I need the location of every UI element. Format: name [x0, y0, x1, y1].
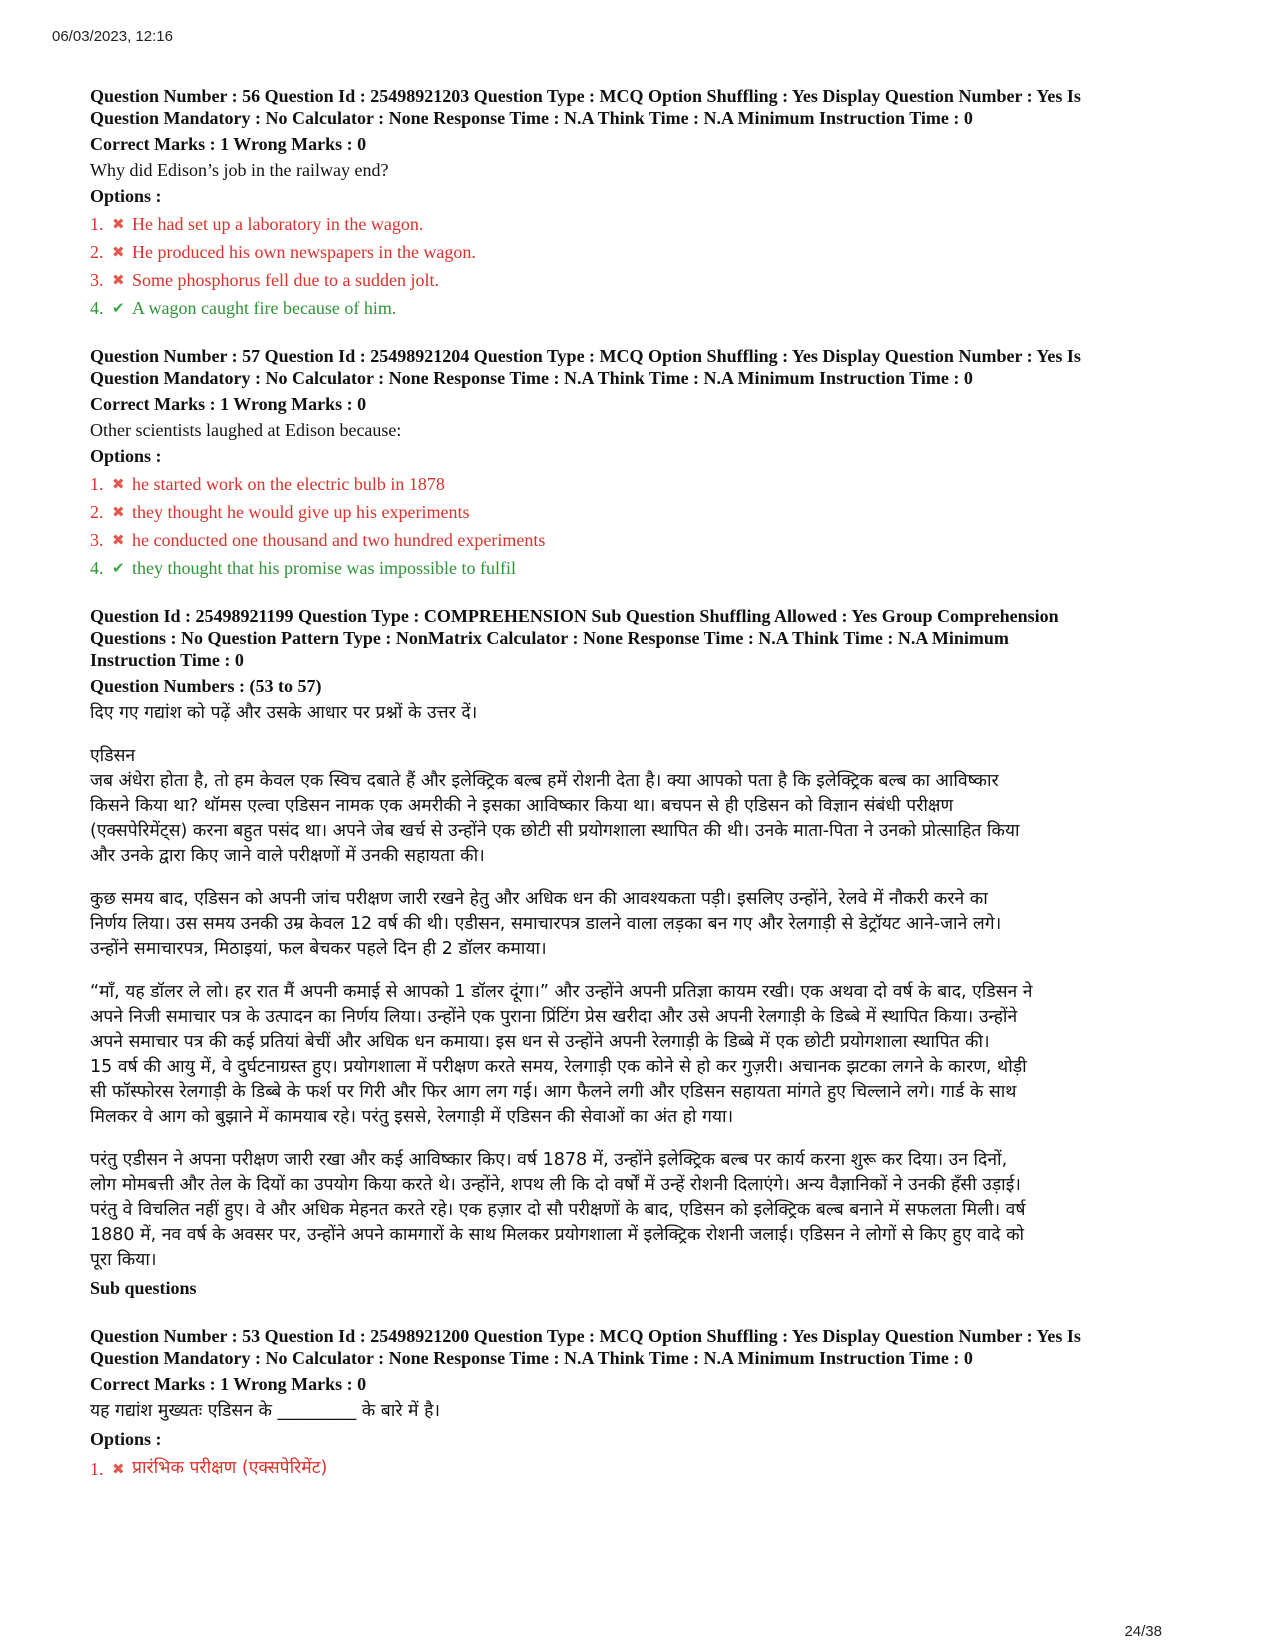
cross-mark-icon: ✖: [112, 475, 125, 493]
question-53: [90, 1325, 1195, 1481]
passage-line: पूरा किया।: [90, 1250, 157, 1270]
question-57: [90, 345, 1195, 579]
question-stem: Other scientists laughed at Edison because:: [90, 420, 402, 440]
check-mark-icon: ✔: [112, 559, 125, 577]
passage-line: उन्होंने समाचारपत्र, मिठाइयां, फल बेचकर पहले दिन ही 2 डॉलर कमाया।: [90, 939, 547, 959]
option-text: He produced his own newspapers in the wagon.: [132, 242, 476, 262]
passage-paragraph: [90, 1148, 1195, 1273]
question-stem: यह गद्यांश मुख्यतः एडिसन के _________ के बारे में है।: [90, 1401, 440, 1421]
option-item: [90, 473, 1195, 495]
option-item: [90, 241, 1195, 263]
passage-line: अपने समाचार पत्र की कई प्रतियां बेचीं और अधिक धन कमाया। इस धन से उन्होंने अपनी रेलगाड़ी के डिब्बे में एक छोटी प्रयोगशाला स्थापित की।: [90, 1032, 990, 1052]
page-number: 24/38: [1124, 1623, 1162, 1640]
passage-line: और उनके द्वारा किए जाने वाले परीक्षणों में उनकी सहायता की।: [90, 846, 485, 866]
option-number: 2.: [90, 242, 104, 262]
passage-line: लोग मोमबत्ती और तेल के दियों का उपयोग किया करते थे। उन्होंने, शपथ ली कि दो वर्षों में उन्हें रोशनी दिलाएंगे। अन्य वैज्ञानिकों ने उनकी हँसी उड़ाई।: [90, 1175, 1021, 1195]
passage-line: सी फॉस्फोरस रेलगाड़ी के डिब्बे के फर्श पर गिरी और फिर आग लग गई। आग फैलने लगी और एडिसन सहायता मांगते हुए चिल्लाने लगे। गार्ड के साथ: [90, 1082, 1017, 1102]
option-text: He had set up a laboratory in the wagon.: [132, 214, 424, 234]
cross-mark-icon: ✖: [112, 1459, 125, 1478]
question-marks: Correct Marks : 1 Wrong Marks : 0: [90, 394, 367, 414]
passage-line: जब अंधेरा होता है, तो हम केवल एक स्विच दबाते हैं और इलेक्ट्रिक बल्ब हमें रोशनी देता है। क्या आपको पता है कि इलेक्ट्रिक बल्ब का आविष्कार: [90, 771, 999, 791]
passage-line: परंतु एडीसन ने अपना परीक्षण जारी रखा और कई आविष्कार किए। वर्ष 1878 में, उन्होंने इलेक्ट्रिक बल्ब पर कार्य करना शुरू कर दिया। उन दिनों,: [90, 1150, 1008, 1170]
check-mark-icon: ✔: [112, 299, 125, 317]
passage-paragraph: [90, 769, 1195, 869]
passage-line: (एक्सपेरिमेंट्स) करना बहुत पसंद था। अपने जेब खर्च से उन्होंने एक छोटी सी प्रयोगशाला स्थापित की थी। उनके माता-पिता ने उनको प्रोत्साहित किया: [90, 821, 1020, 841]
passage-line: निर्णय लिया। उस समय उनकी उम्र केवल 12 वर्ष की थी। एडीसन, समाचारपत्र डालने वाला लड़का बन गए और रेलगाड़ी से डेट्रॉयट आने-जाने लगे।: [90, 914, 1002, 934]
comprehension-meta: Question Id : 25498921199 Question Type : COMPREHENSION Sub Question Shuffling Allowed : Yes Group Comprehension: [90, 606, 1059, 626]
option-item: [90, 501, 1195, 523]
question-stem: Why did Edison’s job in the railway end?: [90, 160, 389, 180]
question-meta: Question Mandatory : No Calculator : None Response Time : N.A Think Time : N.A Minimum Instruction Time : 0: [90, 368, 973, 388]
option-text: he conducted one thousand and two hundred experiments: [132, 530, 546, 550]
option-text: he started work on the electric bulb in 1878: [132, 474, 445, 494]
passage-line: “माँ, यह डॉलर ले लो। हर रात मैं अपनी कमाई से आपको 1 डॉलर दूंगा।” और उन्होंने अपनी प्रतिज्ञा कायम रखी। एक अथवा दो वर्ष के बाद, एडिसन ने: [90, 982, 1033, 1002]
cross-mark-icon: ✖: [112, 503, 125, 521]
option-number: 2.: [90, 502, 104, 522]
question-marks: Correct Marks : 1 Wrong Marks : 0: [90, 134, 367, 154]
question-meta: Question Number : 56 Question Id : 25498921203 Question Type : MCQ Option Shuffling : Yes Display Question Number : Yes Is: [90, 86, 1081, 106]
passage-line: अपने निजी समाचार पत्र के उत्पादन का निर्णय लिया। उन्होंने एक पुराना प्रिंटिंग प्रेस खरीदा और उसे अपनी रेलगाड़ी के डिब्बे में स्थापित किया। उन्होंने: [90, 1007, 1018, 1027]
passage-title: एडिसन: [90, 746, 136, 766]
option-text: प्रारंभिक परीक्षण (एक्सपेरिमेंट): [132, 1458, 328, 1478]
page-content: [90, 85, 1195, 1481]
question-meta: Question Mandatory : No Calculator : None Response Time : N.A Think Time : N.A Minimum Instruction Time : 0: [90, 1348, 973, 1368]
passage-line: किसने किया था? थॉमस एल्वा एडिसन नामक एक अमरीकी ने इसका आविष्कार किया था। बचपन से ही एडिसन को विज्ञान संबंधी परीक्षण: [90, 796, 954, 816]
sub-questions-label: Sub questions: [90, 1278, 197, 1298]
option-item: [90, 529, 1195, 551]
option-item-correct: [90, 297, 1195, 319]
question-numbers: Question Numbers : (53 to 57): [90, 676, 322, 696]
question-meta: Question Number : 53 Question Id : 25498921200 Question Type : MCQ Option Shuffling : Yes Display Question Number : Yes Is: [90, 1326, 1081, 1346]
option-number: 1.: [90, 214, 104, 234]
question-meta: Question Mandatory : No Calculator : None Response Time : N.A Think Time : N.A Minimum Instruction Time : 0: [90, 108, 973, 128]
option-number: 4.: [90, 558, 104, 578]
option-item: [90, 1456, 1195, 1481]
option-item: [90, 213, 1195, 235]
option-text: they thought that his promise was impossible to fulfil: [132, 558, 516, 578]
options-label: Options :: [90, 1429, 162, 1449]
option-number: 1.: [90, 1458, 104, 1479]
cross-mark-icon: ✖: [112, 271, 125, 289]
passage-paragraph: [90, 980, 1195, 1130]
comprehension-meta: Questions : No Question Pattern Type : NonMatrix Calculator : None Response Time : N.A Think Time : N.A Minimum: [90, 628, 1009, 648]
option-number: 3.: [90, 530, 104, 550]
question-56: [90, 85, 1195, 319]
options-label: Options :: [90, 446, 162, 466]
option-text: they thought he would give up his experiments: [132, 502, 470, 522]
cross-mark-icon: ✖: [112, 215, 125, 233]
passage-paragraph: [90, 887, 1195, 962]
passage-instruction: दिए गए गद्यांश को पढ़ें और उसके आधार पर प्रश्नों के उत्तर दें।: [90, 703, 478, 723]
passage-line: 15 वर्ष की आयु में, वे दुर्घटनाग्रस्त हुए। प्रयोगशाला में परीक्षण करते समय, रेलगाड़ी एक कोने से हो कर गुज़री। अचानक झटका लगने के कारण, थोड़ी: [90, 1057, 1027, 1077]
option-number: 4.: [90, 298, 104, 318]
passage-line: मिलकर वे आग को बुझाने में कामयाब रहे। परंतु इससे, रेलगाड़ी में एडिसन की सेवाओं का अंत हो गया।: [90, 1107, 734, 1127]
option-number: 1.: [90, 474, 104, 494]
comprehension-meta: Instruction Time : 0: [90, 650, 244, 670]
option-text: Some phosphorus fell due to a sudden jolt.: [132, 270, 439, 290]
passage-line: परंतु वे विचलित नहीं हुए। वे और अधिक मेहनत करते रहे। एक हज़ार दो सौ परीक्षणों के बाद, एडिसन को इलेक्ट्रिक बल्ब बनाने में सफलता मिली। वर्ष: [90, 1200, 1026, 1220]
option-item: [90, 269, 1195, 291]
question-meta: Question Number : 57 Question Id : 25498921204 Question Type : MCQ Option Shuffling : Yes Display Question Number : Yes Is: [90, 346, 1081, 366]
passage-line: 1880 में, नव वर्ष के अवसर पर, उन्होंने अपने कामगारों के साथ मिलकर प्रयोगशाला में इलेक्ट्रिक रोशनी जलाई। एडिसन ने लोगों से किए हुए वादे को: [90, 1225, 1025, 1245]
comprehension-block: [90, 605, 1195, 1299]
print-timestamp: 06/03/2023, 12:16: [52, 28, 173, 45]
option-item-correct: [90, 557, 1195, 579]
cross-mark-icon: ✖: [112, 243, 125, 261]
option-number: 3.: [90, 270, 104, 290]
option-text: A wagon caught fire because of him.: [132, 298, 397, 318]
options-label: Options :: [90, 186, 162, 206]
passage-line: कुछ समय बाद, एडिसन को अपनी जांच परीक्षण जारी रखने हेतु और अधिक धन की आवश्यकता पड़ी। इसलिए उन्होंने, रेलवे में नौकरी करने का: [90, 889, 988, 909]
question-marks: Correct Marks : 1 Wrong Marks : 0: [90, 1374, 367, 1394]
cross-mark-icon: ✖: [112, 531, 125, 549]
